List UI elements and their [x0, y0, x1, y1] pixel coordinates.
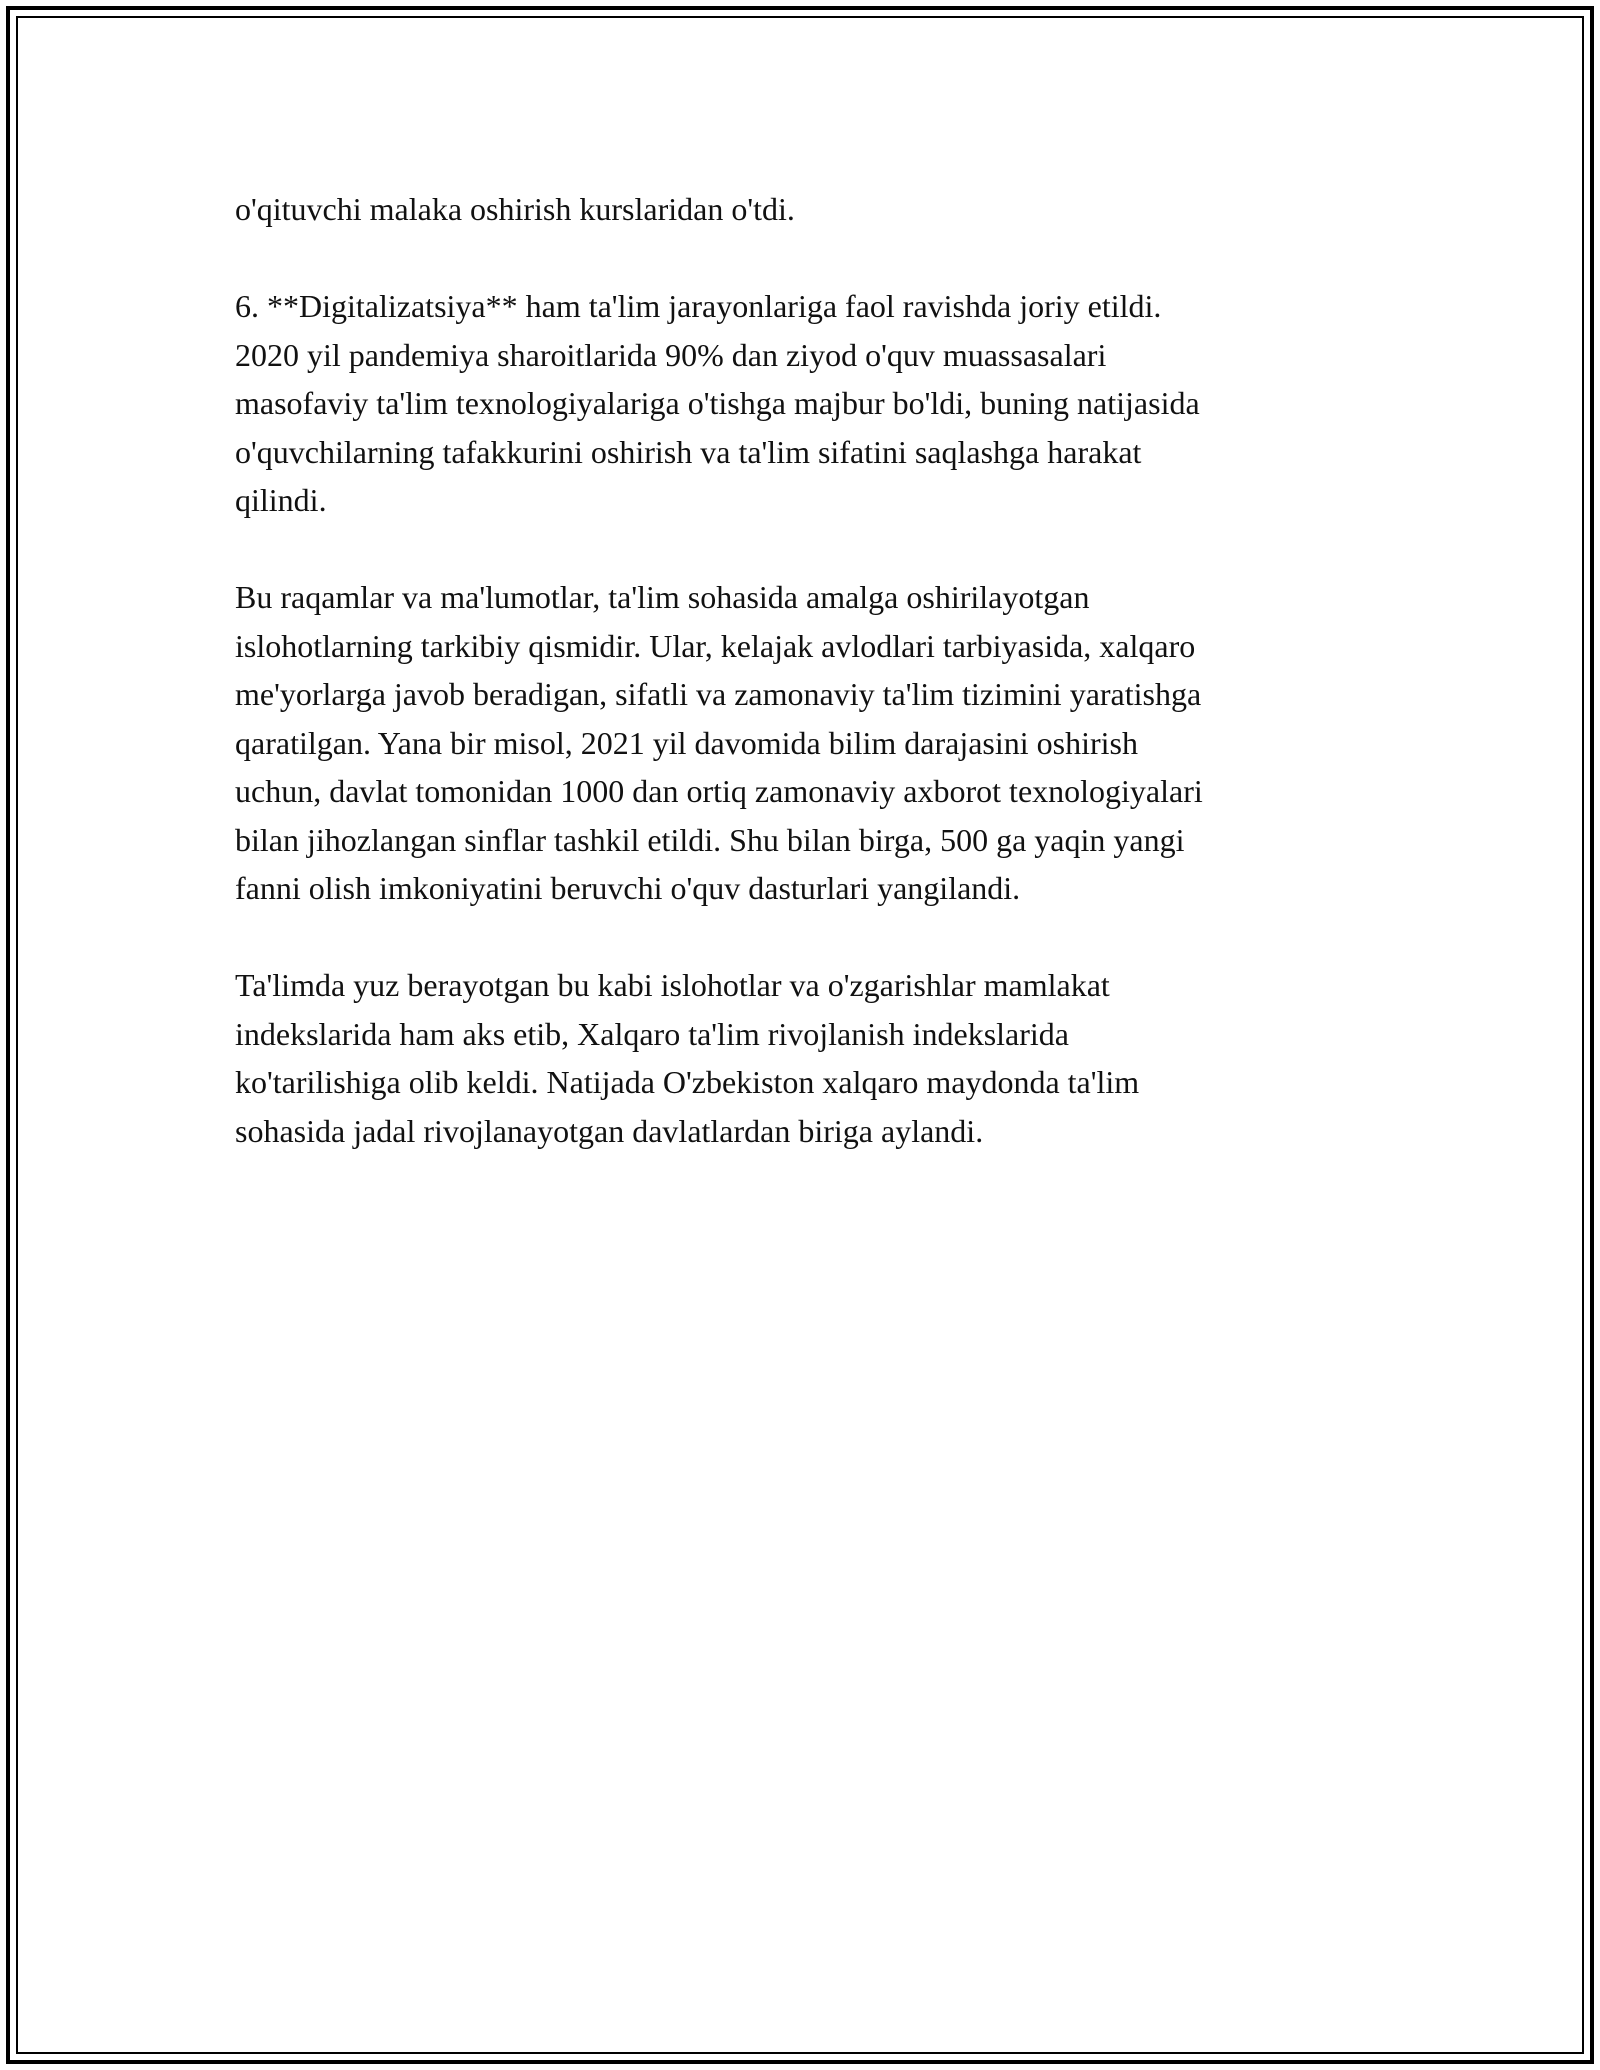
- text-line: o'quvchilarning tafakkurini oshirish va ta'lim sifatini saqlashga harakat: [235, 433, 1142, 470]
- text-line: uchun, davlat tomonidan 1000 dan ortiq zamonaviy axborot texnologiyalari: [235, 773, 1203, 809]
- text-line: masofaviy ta'lim texnologiyalariga o'tishga majbur bo'ldi, buning natijasida: [235, 385, 1200, 421]
- text-line: o'qituvchi malaka oshirish kurslaridan o'tdi.: [235, 191, 795, 227]
- paragraph-conclusion: [235, 961, 1375, 1155]
- text-line: Bu raqamlar va ma'lumotlar, ta'lim sohasida amalga oshirilayotgan: [235, 579, 1090, 615]
- paragraph-continuation: [235, 185, 1375, 234]
- text-line: me'yorlarga javob beradigan, sifatli va zamonaviy ta'lim tizimini yaratishga: [235, 676, 1202, 712]
- document-body: [235, 185, 1375, 1204]
- text-line: fanni olish imkoniyatini beruvchi o'quv dasturlari yangilandi.: [235, 870, 1021, 906]
- text-line: bilan jihozlangan sinflar tashkil etildi. Shu bilan birga, 500 ga yaqin yangi: [235, 821, 1185, 858]
- text-line: qaratilgan. Yana bir misol, 2021 yil davomida bilim darajasini oshirish: [235, 724, 1138, 761]
- text-line: ko'tarilishiga olib keldi. Natijada O'zbekiston xalqaro maydonda ta'lim: [235, 1064, 1140, 1100]
- text-line: Ta'limda yuz berayotgan bu kabi islohotlar va o'zgarishlar mamlakat: [235, 967, 1110, 1003]
- paragraph-digitalization: [235, 282, 1375, 525]
- text-line: 6. **Digitalizatsiya** ham ta'lim jarayonlariga faol ravishda joriy etildi.: [235, 288, 1162, 324]
- paragraph-reforms-figures: [235, 573, 1375, 913]
- text-line: qilindi.: [235, 482, 327, 518]
- text-line: sohasida jadal rivojlanayotgan davlatlardan biriga aylandi.: [235, 1112, 984, 1149]
- text-line: islohotlarning tarkibiy qismidir. Ular, kelajak avlodlari tarbiyasida, xalqaro: [235, 627, 1196, 664]
- text-line: indekslarida ham aks etib, Xalqaro ta'lim rivojlanish indekslarida: [235, 1015, 1069, 1052]
- text-line: 2020 yil pandemiya sharoitlarida 90% dan ziyod o'quv muassasalari: [235, 336, 1107, 373]
